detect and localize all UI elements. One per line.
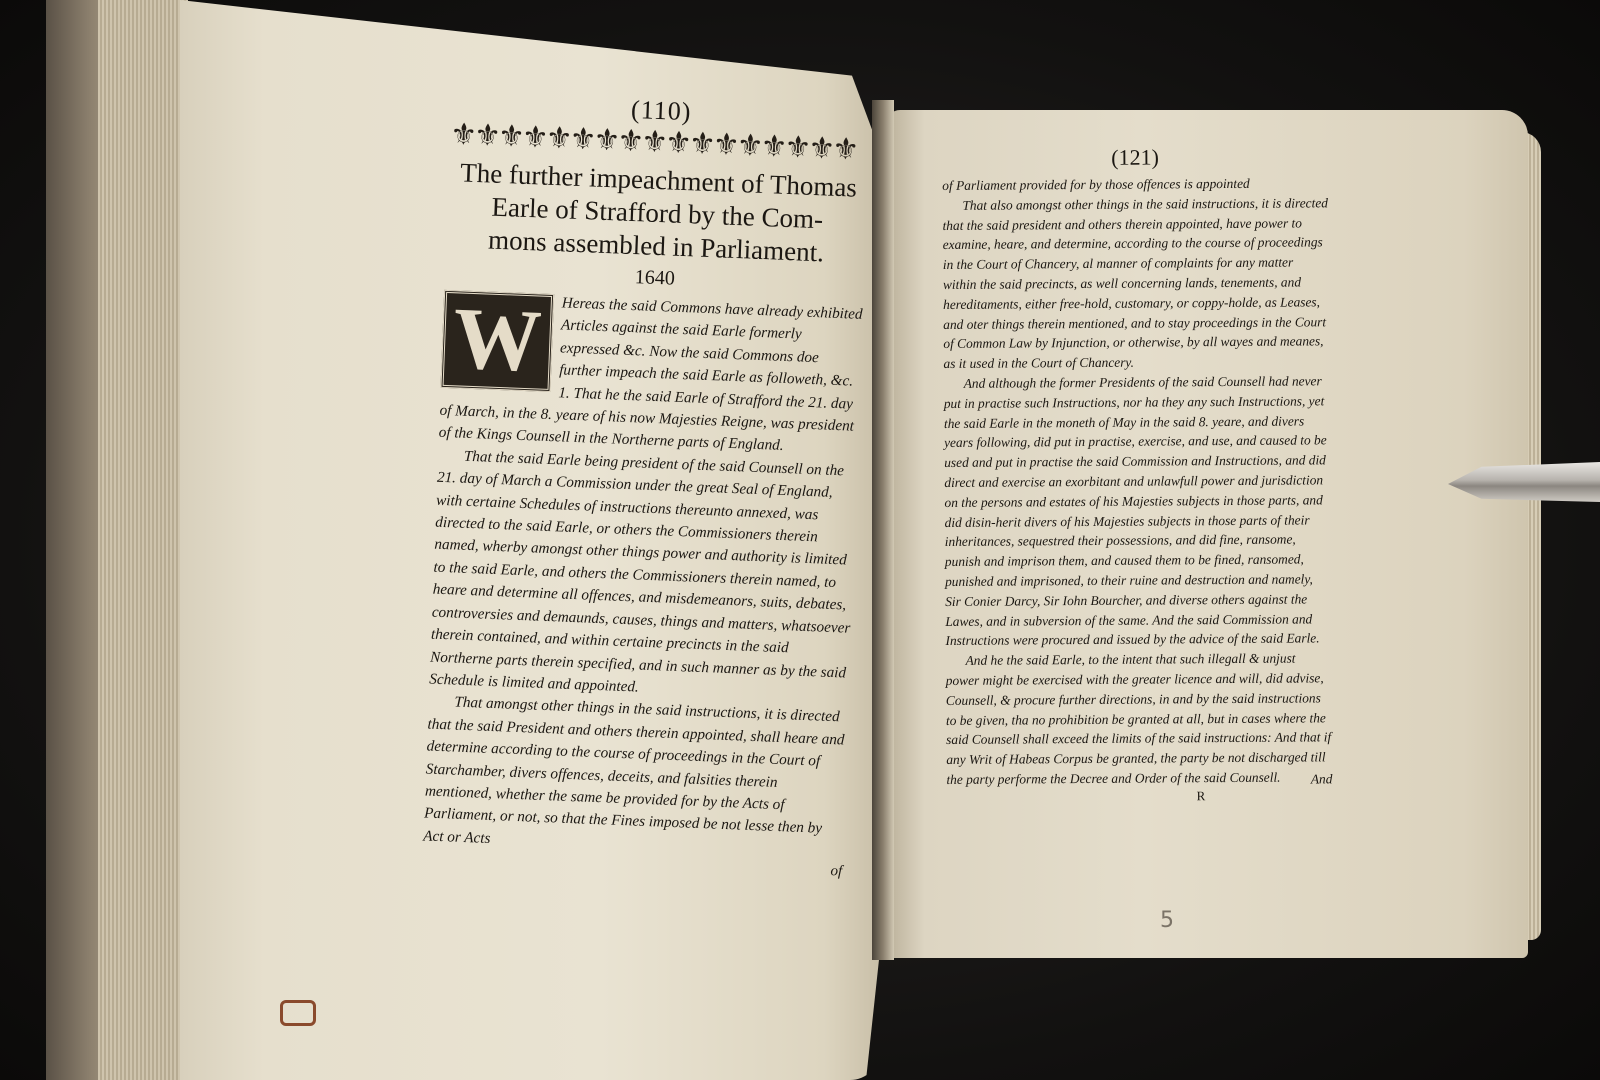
right-page-text: [942, 143, 1333, 809]
paragraph: And although the former Presidents of the said Counsell had never put in practise such Instructions, nor ha they any such Instructions, yet the said Earle in the moneth of May in the said 8. yeare, and divers years following, did put in practise, exercise, and use, and caused to be used and put in practise the said Commission and Instructions, and did direct and exercise an exorbitant and unlawfull power and jurisdiction on the persons and estates of his Majesties subjects in those parts, and did disin-herit divers of his Majesties subjects in those parts of their inheritances, sequestred their possessions, and did fine, ransome, punish and imprison them, and caused them to be fined, ransomed, punished and imprisoned, to their ruine and destruction and namely, Sir Conier Darcy, Sir Iohn Bourcher, and diverse others against the Lawes, and in subversion of the same. And the said Commission and Instructions were procured and issued by the advice of the said Earle.: [943, 373, 1327, 649]
title-line: mons assembled in Parliament.: [487, 224, 825, 268]
paragraph: That the said Earle being president of the said Counsell on the 21. day of March a Commission under the great Seal of England, with certaine Schedules of instructions thereunto annexed, was directed to the said Earle, or others the Commissioners therein named, wherby amongst other things power and authority is limited to the said Earle, and others the Commissioners therein named, to heare and determine all offences, and misdemeanors, suits, debates, controversies and demaunds, causes, things and matters, whatsoever therein contained, and within certaine precincts in the said Northerne parts therein specified, and in such manner as by the said Schedule is limited and appointed.: [428, 447, 851, 696]
paragraph: And he the said Earle, to the intent that such illegall & unjust power might be exercised with the greater licence and will, did advise, Counsell, & procure further directions, in and by the said instructions to be given, tha no prohibition be granted at all, but in cases where the said Counsell shall exceed the limits of the said instructions: And that if any Writ of Habeas Corpus be granted, the party be not discharged till the party performe the Decree and Order of the said Counsell.: [945, 650, 1332, 787]
catchword: And: [1310, 770, 1333, 787]
paragraph: of Parliament provided for by those offences is appointed: [942, 175, 1250, 193]
fleur-de-lis-ornament-icon: ⚜⚜⚜⚜⚜⚜⚜⚜⚜⚜⚜⚜⚜⚜⚜⚜⚜: [449, 117, 857, 167]
page-title: [446, 156, 869, 271]
page-edges-left: [98, 0, 188, 1080]
paragraph: 1. That he the said Earle of Strafford the 21. day of March, in the 8. yeare of his now Majesties Reigne, was president of the Kings Counsell in the Northerne parts of England.: [438, 383, 855, 455]
paragraph: That amongst other things in the said instructions, it is directed that the said President and others therein appointed, shall heare and determine according to the course of proceedings in the Court of Starchamber, divers offences, deceits, and falsities therein mentioned, whether the same be provided for by the Acts of Parliament, or not, so that the Fines imposed be not lesse then by Act or Acts: [422, 693, 845, 847]
drop-cap: W: [440, 290, 554, 392]
page-number: (110): [630, 94, 692, 127]
signature-mark: R: [1196, 787, 1206, 803]
title-line: The further impeachment of Thomas: [459, 157, 858, 203]
paragraph: That also amongst other things in the said instructions, it is directed that the said president and others therein appointed, have power to examine, heare, and determine, according to the course of proceedings in the Court of Chancery, al manner of complaints for any matter within the said precincts, as well concerning lands, tenements, and hereditaments, either free-hold, customary, or coppy-holde, as Leases, and oter things therein mentioned, and to stay proceedings in the Court of Common Law by Injunction, or otherwise, by all wayes and meanes, as it used in the Court of Chancery.: [942, 195, 1328, 372]
book-gutter: [872, 100, 894, 960]
page-number: (121): [1111, 144, 1159, 170]
year: 1640: [634, 266, 676, 290]
title-line: Earle of Strafford by the Com-: [491, 191, 824, 235]
left-page-text: [422, 88, 872, 881]
paragraph: Hereas the said Commons have already exhibited Articles against the said Earle formerly expressed &c. Now the said Commons doe further impeach the said Earle as followeth, &c.: [558, 294, 863, 390]
catchword: of: [830, 863, 843, 880]
pencil-mark: 5: [1160, 908, 1174, 933]
paper-clip-icon: [280, 1000, 316, 1026]
